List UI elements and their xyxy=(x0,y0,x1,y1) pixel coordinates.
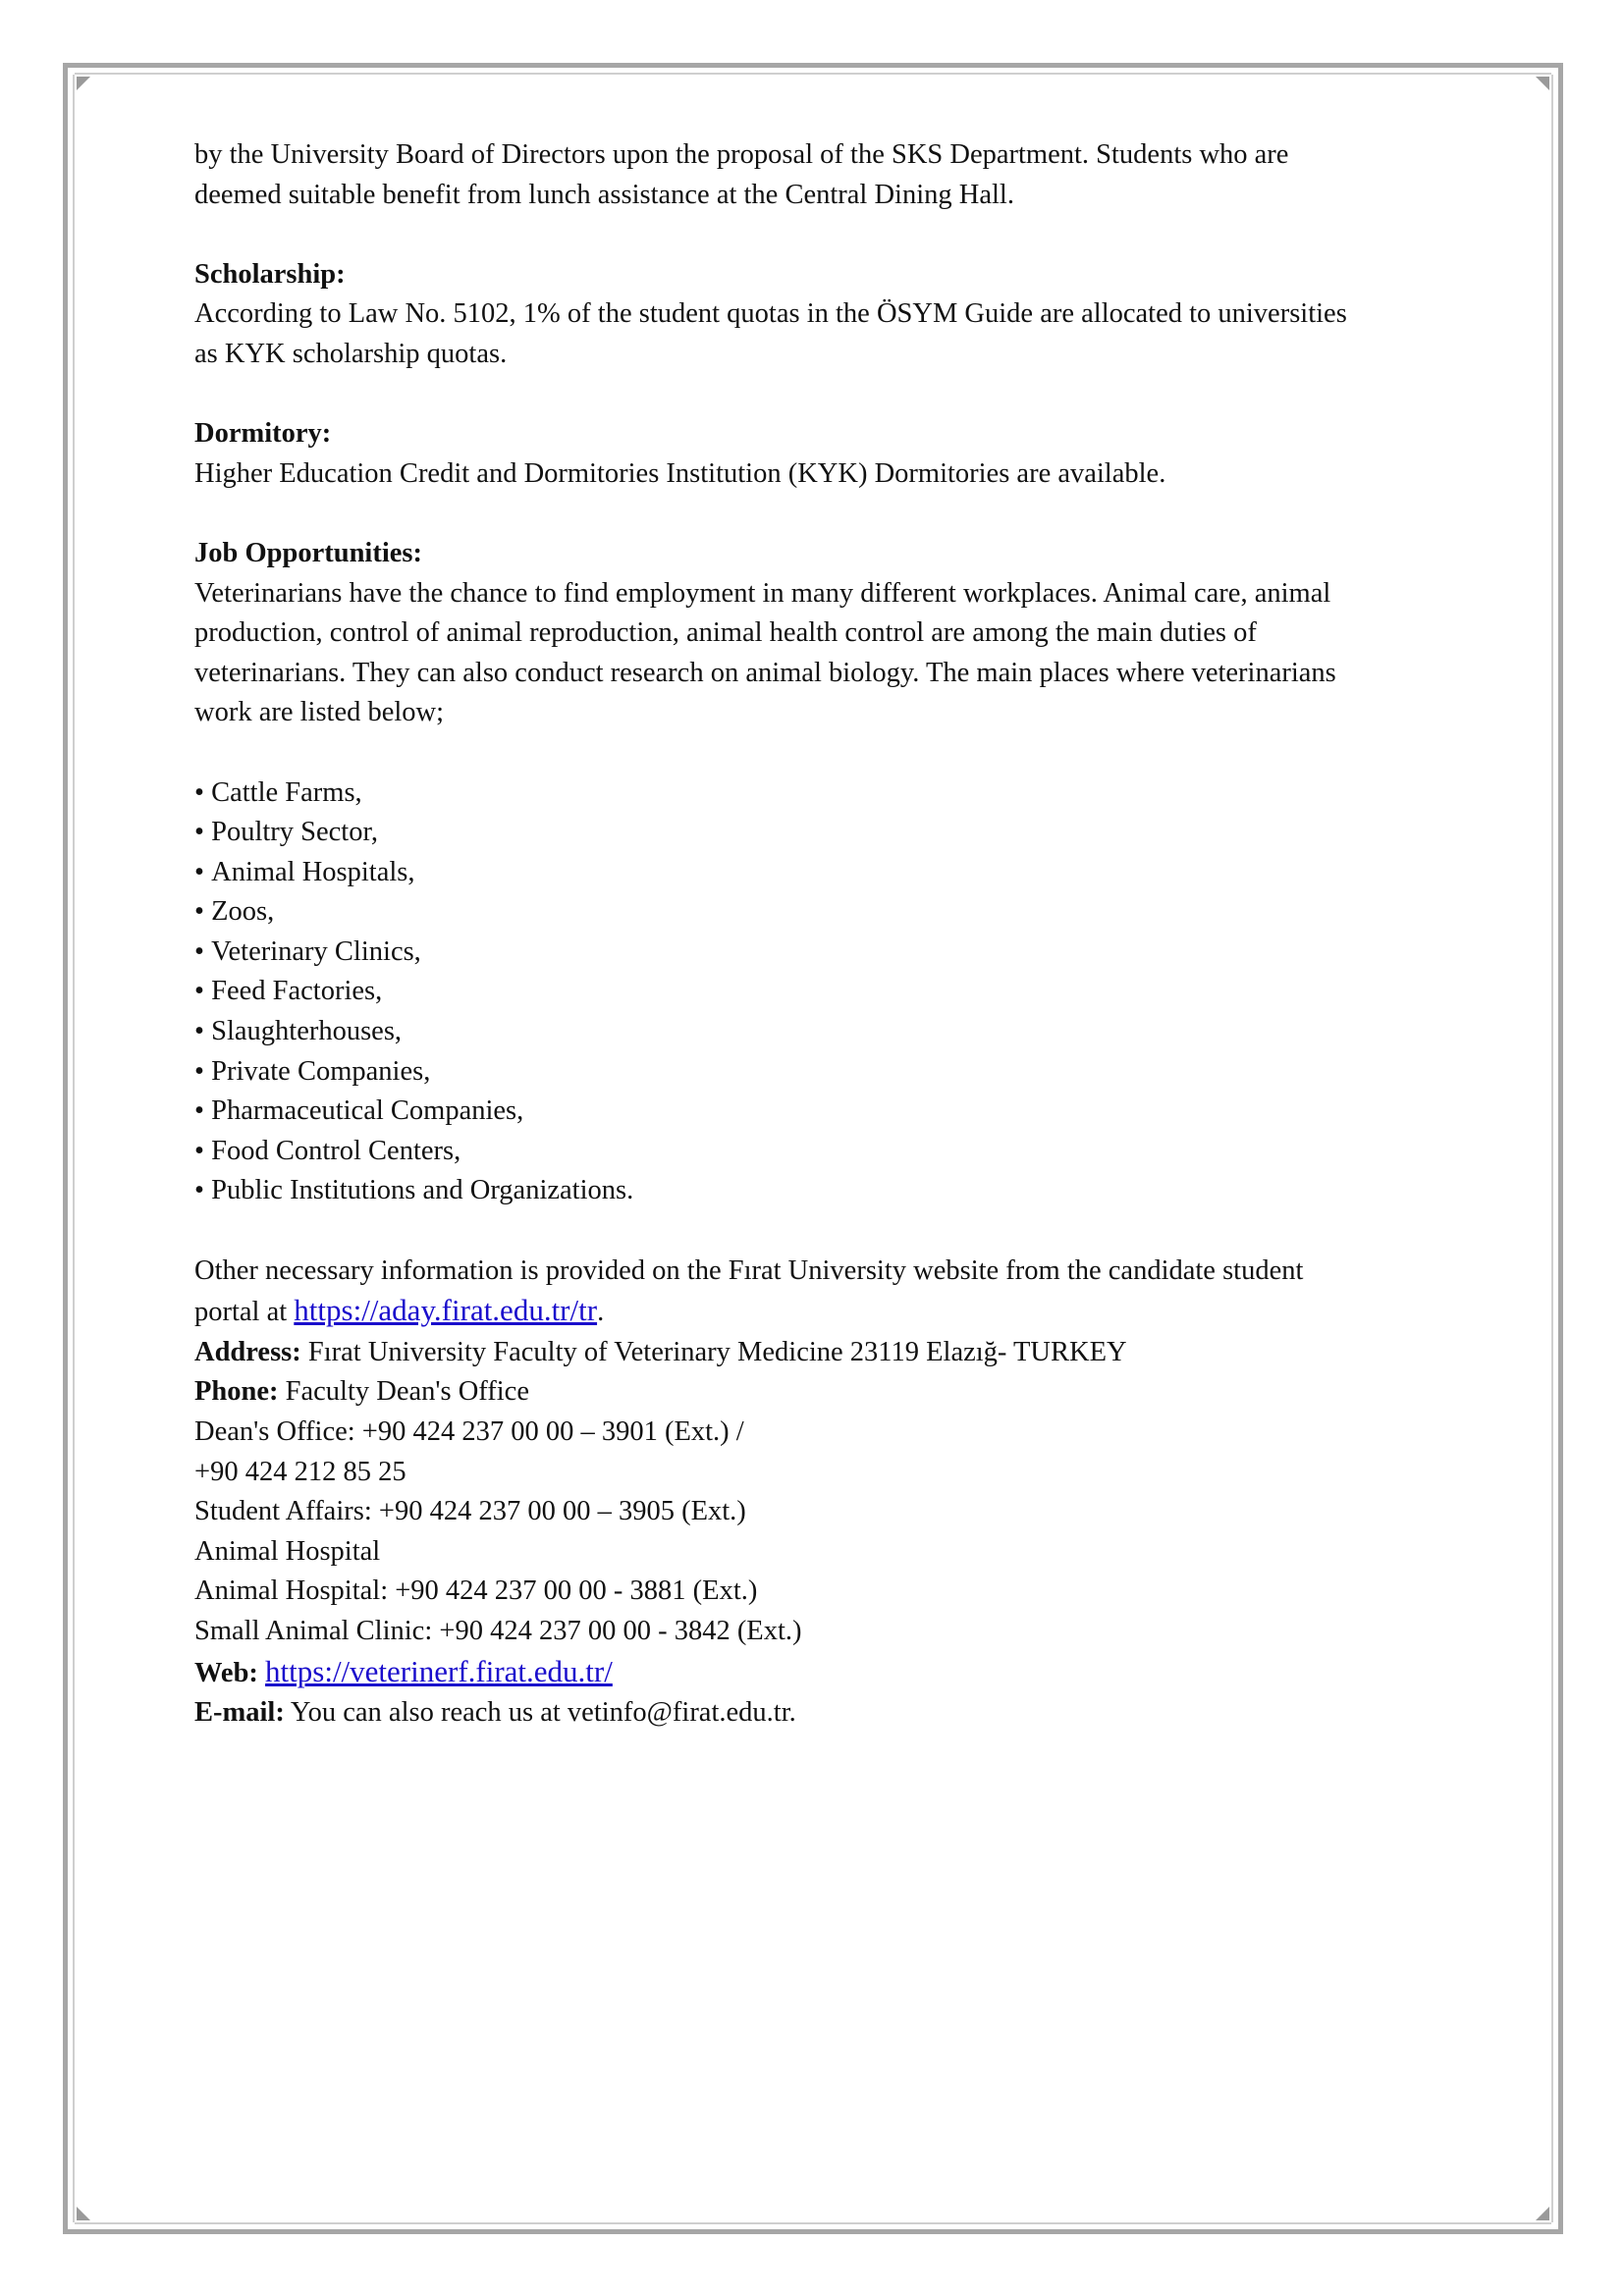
border-bottom xyxy=(63,2229,1563,2234)
email-value: You can also reach us at vetinfo@firat.edu.tr. xyxy=(284,1697,796,1729)
phone-label: Phone: xyxy=(194,1376,279,1408)
border-inner-top xyxy=(75,73,1551,75)
phone-line xyxy=(194,1372,1451,1413)
list-item: • Slaughterhouses, xyxy=(194,1012,1451,1052)
web-label: Web: xyxy=(194,1657,258,1688)
phone-value: Faculty Dean's Office xyxy=(278,1376,529,1408)
deans-office-phone-2: +90 424 212 85 25 xyxy=(194,1456,406,1487)
address-label: Address: xyxy=(194,1336,301,1367)
portal-line xyxy=(194,1291,1451,1333)
address-value: Fırat University Faculty of Veterinary Medicine 23119 Elazığ- TURKEY xyxy=(300,1336,1127,1367)
list-item: • Cattle Farms, xyxy=(194,774,1451,814)
job-opportunities-text: veterinarians. They can also conduct research on animal biology. The main places where veterinarians xyxy=(194,657,1336,688)
list-item: • Private Companies, xyxy=(194,1052,1451,1093)
document-body xyxy=(194,135,1451,1734)
job-opportunities-heading: Job Opportunities: xyxy=(194,537,422,568)
corner-ornament-top-right xyxy=(1536,77,1549,90)
workplace-list xyxy=(194,774,1451,1212)
border-left xyxy=(63,63,68,2234)
border-top xyxy=(63,63,1563,68)
web-link[interactable]: https://veterinerf.firat.edu.tr/ xyxy=(265,1653,613,1688)
list-item: • Zoos, xyxy=(194,892,1451,933)
email-label: E-mail: xyxy=(194,1697,285,1729)
animal-hospital-phone: Animal Hospital: +90 424 237 00 00 - 3881 (Ext.) xyxy=(194,1575,758,1607)
border-right xyxy=(1558,63,1563,2234)
border-inner-right xyxy=(1551,75,1553,2222)
other-info-text: Other necessary information is provided on the Fırat University website from the candidate student xyxy=(194,1255,1304,1286)
animal-hospital-title: Animal Hospital xyxy=(194,1535,381,1567)
list-item: • Poultry Sector, xyxy=(194,813,1451,853)
border-inner-left xyxy=(73,75,75,2222)
portal-suffix: . xyxy=(597,1297,605,1328)
small-animal-clinic-phone: Small Animal Clinic: +90 424 237 00 00 - 3842 (Ext.) xyxy=(194,1615,802,1646)
list-item: • Pharmaceutical Companies, xyxy=(194,1092,1451,1132)
border-inner-bottom xyxy=(75,2222,1551,2224)
job-opportunities-text: work are listed below; xyxy=(194,697,445,728)
job-opportunities-text: production, control of animal reproduction, animal health control are among the main duties of xyxy=(194,617,1257,649)
portal-prefix: portal at xyxy=(194,1297,295,1328)
intro-line: by the University Board of Directors upon the proposal of the SKS Department. Students who are xyxy=(194,139,1289,170)
dormitory-text: Higher Education Credit and Dormitories Institution (KYK) Dormitories are available. xyxy=(194,457,1166,489)
deans-office-phone: Dean's Office: +90 424 237 00 00 – 3901 (Ext.) / xyxy=(194,1416,744,1447)
student-affairs-phone: Student Affairs: +90 424 237 00 00 – 3905 (Ext.) xyxy=(194,1496,746,1527)
list-item: • Veterinary Clinics, xyxy=(194,933,1451,973)
scholarship-text: as KYK scholarship quotas. xyxy=(194,338,508,369)
list-item: • Public Institutions and Organizations. xyxy=(194,1171,1451,1211)
job-opportunities-text: Veterinarians have the chance to find employment in many different workplaces. Animal care, animal xyxy=(194,577,1331,609)
list-item: • Feed Factories, xyxy=(194,972,1451,1012)
list-item: • Food Control Centers, xyxy=(194,1132,1451,1172)
dormitory-heading: Dormitory: xyxy=(194,418,332,450)
corner-ornament-bottom-right xyxy=(1536,2207,1549,2220)
corner-ornament-bottom-left xyxy=(77,2207,90,2220)
scholarship-text: According to Law No. 5102, 1% of the student quotas in the ÖSYM Guide are allocated to universities xyxy=(194,298,1347,330)
portal-link[interactable]: https://aday.firat.edu.tr/tr xyxy=(294,1293,598,1328)
list-item: • Animal Hospitals, xyxy=(194,853,1451,893)
web-line xyxy=(194,1652,1451,1694)
intro-line: deemed suitable benefit from lunch assistance at the Central Dining Hall. xyxy=(194,179,1014,210)
scholarship-heading: Scholarship: xyxy=(194,258,346,290)
address-line xyxy=(194,1333,1451,1373)
email-line xyxy=(194,1693,1451,1734)
corner-ornament-top-left xyxy=(77,77,90,90)
